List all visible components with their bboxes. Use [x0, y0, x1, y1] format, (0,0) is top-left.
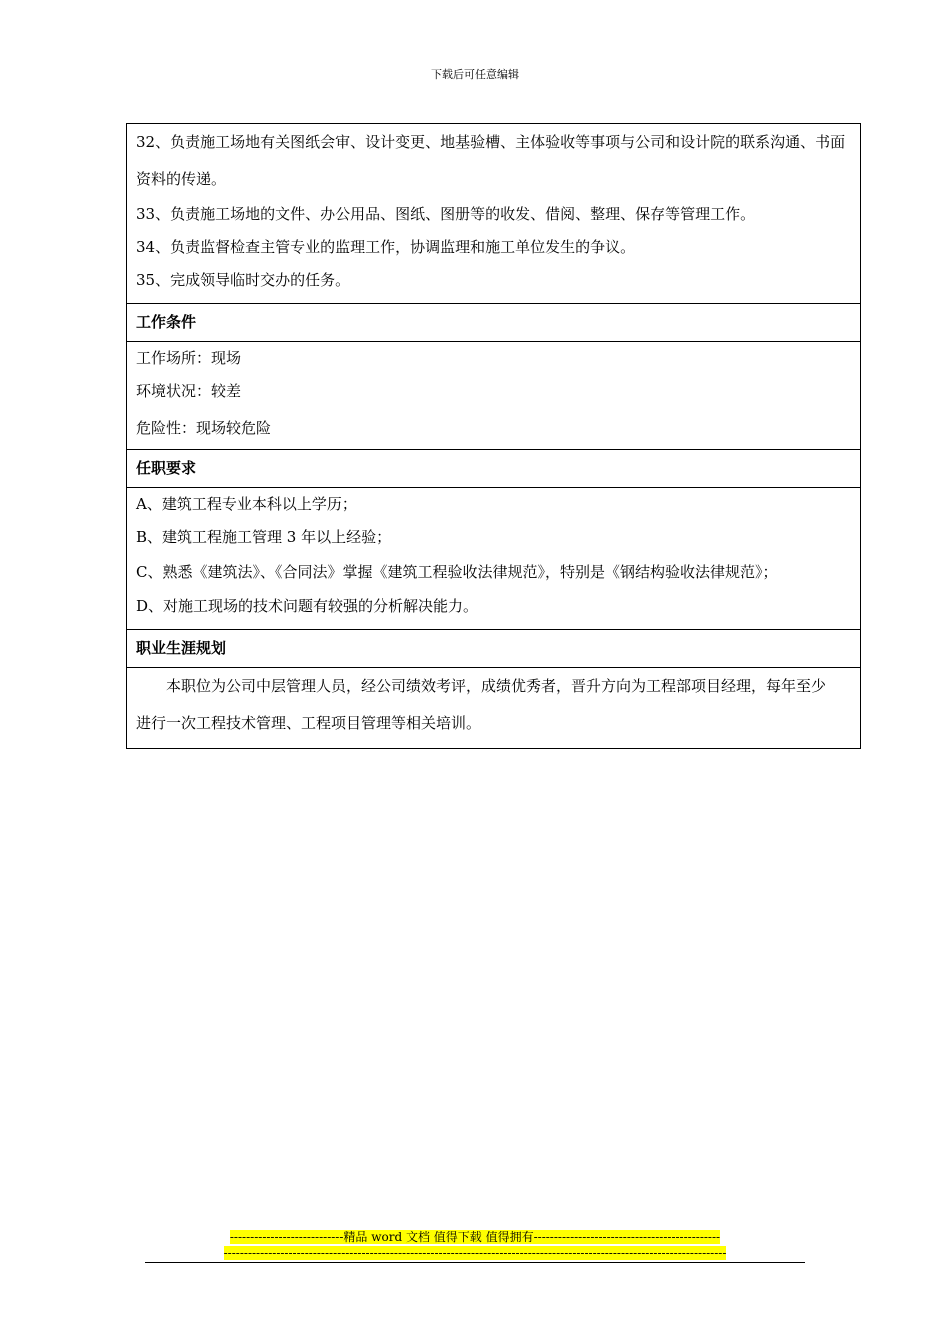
duty-item-34: 34、负责监督检查主管专业的监理工作，协调监理和施工单位发生的争议。 [136, 238, 636, 256]
career-text: 本职位为公司中层管理人员，经公司绩效考评，成绩优秀者，晋升方向为工程部项目经理，每年至少进行一次工程技术管理、工程项目管理等相关培训。 [136, 677, 827, 732]
work-danger: 危险性：现场较危险 [136, 419, 272, 437]
footer-banner [0, 1229, 950, 1261]
career-section [127, 629, 860, 748]
work-environment: 环境状况：较差 [136, 382, 242, 400]
requirement-b: B、建筑工程施工管理 3 年以上经验； [136, 528, 392, 546]
duty-item-35: 35、完成领导临时交办的任务。 [136, 271, 351, 289]
work-conditions-heading: 工作条件 [127, 304, 860, 342]
page-header: 下载后可任意编辑 [431, 68, 519, 81]
duty-item-33: 33、负责施工场地的文件、办公用品、图纸、图册等的收发、借阅、整理、保存等管理工作。 [136, 205, 756, 223]
footer-line-1: ----------------------------精品 word 文档 值得下载 值得拥有---------------------------------------------- [229, 1230, 721, 1244]
requirement-c: C、熟悉《建筑法》、《合同法》掌握《建筑工程验收法律规范》，特别是《钢结构验收法律规范》； [136, 563, 778, 581]
duties-section [127, 124, 860, 303]
requirement-a: A、建筑工程专业本科以上学历； [136, 495, 357, 513]
requirements-heading: 任职要求 [127, 450, 860, 488]
job-description-table [126, 123, 861, 749]
requirements-section [127, 449, 860, 629]
requirement-d: D、对施工现场的技术问题有较强的分析解决能力。 [136, 597, 479, 615]
footer-line-2: ---------------------------------------------------------------------------------------------------------------------------- [223, 1246, 727, 1260]
footer-rule [145, 1262, 805, 1263]
duty-item-32: 32、负责施工场地有关图纸会审、设计变更、地基验槽、主体验收等事项与公司和设计院的联系沟通、书面资料的传递。 [136, 133, 846, 188]
career-heading: 职业生涯规划 [127, 630, 860, 668]
work-place: 工作场所：现场 [136, 349, 242, 367]
work-conditions-section [127, 303, 860, 449]
